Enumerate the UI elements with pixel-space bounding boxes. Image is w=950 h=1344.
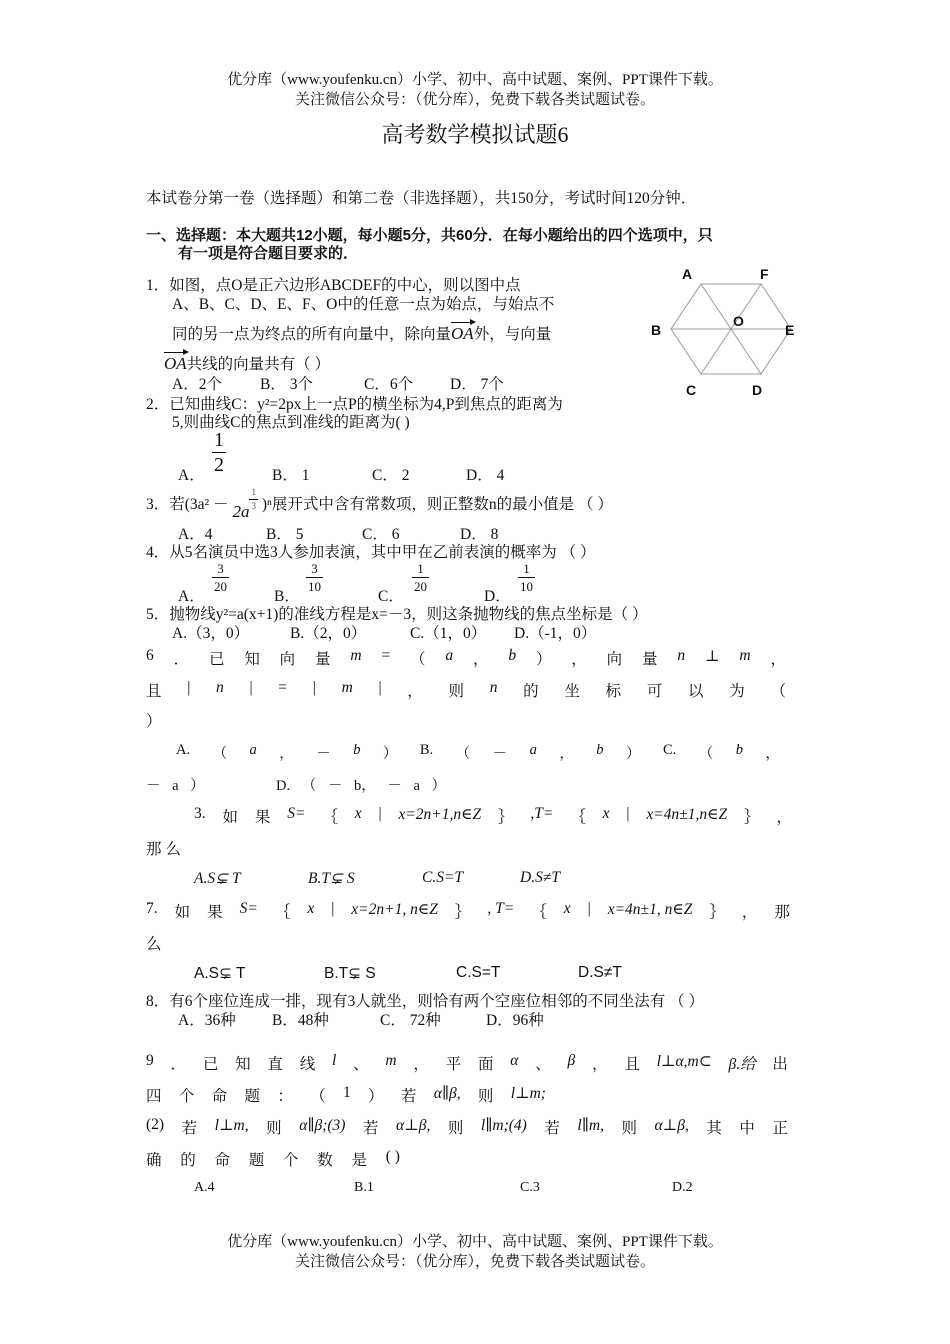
q6r1-token: ）	[535, 651, 552, 668]
q9r2-token: 命	[211, 1088, 228, 1105]
q9r2-token: （	[310, 1088, 326, 1105]
q7r1-token: ｛	[274, 904, 291, 921]
q6r2-token: |	[378, 679, 382, 696]
q6r2-token: |	[312, 679, 316, 696]
q6r1-token: 量	[642, 651, 658, 668]
q9r4-token: 的	[180, 1152, 196, 1169]
q2-line2: 5,则曲线C的焦点到准线的距离为( )	[172, 414, 410, 431]
q6r1-token: （	[410, 651, 426, 668]
fraction-1-10: $\frac{1}{10}$	[520, 561, 533, 594]
q5-option-c: C.（1，0）	[410, 625, 487, 642]
q9r1-token: 面	[477, 1056, 494, 1073]
q7-option-d: D.S≠T	[578, 964, 622, 981]
q1-option-c: C．6个	[364, 376, 414, 393]
q9r3-token: 其	[706, 1120, 722, 1137]
q6r1-token: =	[381, 647, 391, 664]
vertex-label-c: C	[686, 382, 697, 398]
q9r4-token: 题	[248, 1152, 265, 1169]
q6r1-token: ．	[173, 651, 190, 668]
q6r1-token: 6	[146, 647, 154, 664]
q7-option-c: C.S=T	[456, 964, 501, 981]
q9r3-token: 则	[621, 1120, 637, 1137]
q3-option-c: C． 6	[362, 526, 400, 543]
q6r2-token: 则	[448, 683, 465, 700]
vector-oa: OA	[451, 324, 474, 343]
q7r1-token: 那	[774, 904, 790, 921]
q6r1-token: a	[445, 647, 454, 664]
q9r3-token: 则	[447, 1120, 464, 1137]
q4-fraction-c	[412, 562, 429, 593]
q3b-option-d: D.S≠T	[520, 869, 560, 886]
q6r2-token: =	[278, 679, 288, 696]
q6r2-token: 为	[729, 683, 745, 700]
center-label-o: O	[733, 313, 744, 329]
q9r1-token: ．	[170, 1056, 187, 1073]
q9r2-token: 个	[178, 1088, 195, 1105]
q6r2-token: 且	[146, 683, 162, 700]
q6-row1	[146, 647, 786, 669]
q6r2-token: （	[770, 683, 786, 700]
fraction-1-20: $\frac{1}{20}$	[414, 561, 427, 594]
q3br1-token: ｛	[570, 809, 586, 826]
q6-option-row2a: － a ）	[146, 778, 205, 794]
q9r1-token: α	[510, 1052, 519, 1069]
q6r2-token: 坐	[564, 683, 580, 700]
q2-option-d: D． 4	[466, 467, 505, 484]
vertex-label-a: A	[682, 266, 693, 282]
q9-row1	[146, 1052, 788, 1074]
q6r1-token: ，	[472, 651, 489, 668]
q2-option-b: B． 1	[272, 467, 310, 484]
q1-option-d: D． 7个	[450, 376, 504, 393]
q6r2-token: |	[249, 679, 253, 696]
q9r3-token: α⊥β,	[654, 1117, 689, 1134]
q6-row3: ）	[146, 713, 162, 730]
q9r2-token: 若	[400, 1088, 417, 1105]
header-line-1: 优分库（www.youfenku.cn）小学、初中、高中试题、案例、PPT课件下载。	[227, 72, 723, 88]
q6r2-token: n	[216, 679, 224, 696]
q3br1-token: S=	[287, 805, 306, 822]
q9r1-token: 且	[624, 1056, 640, 1073]
footer-line-2: 关注微信公众号：（优分库），免费下载各类试题试卷。	[294, 1254, 655, 1270]
q4-option-a: A．	[178, 588, 205, 605]
q7r1-token: x=2n+1, n∈Z	[351, 901, 438, 918]
q9-option-c: C.3	[520, 1180, 540, 1195]
q9r1-token: 出	[772, 1056, 788, 1073]
q9r3-token: 若	[362, 1120, 379, 1137]
q6-option-row1	[176, 742, 780, 763]
q9r1-token: 、	[353, 1056, 369, 1073]
q9r3-token: l∥m;(4)	[480, 1117, 527, 1134]
hexagon-diagram	[640, 262, 810, 402]
q3br1-token: |	[626, 805, 630, 822]
q9r4-token: ( )	[385, 1148, 400, 1165]
q3br1-token: 果	[254, 809, 271, 826]
q9r2-token: 1	[342, 1084, 351, 1101]
q9-row3	[146, 1116, 788, 1138]
q4-line1: 4．从5名演员中选3人参加表演，其中甲在乙前表演的概率为 （ ）	[146, 544, 596, 561]
q9r4-token: 命	[214, 1152, 231, 1169]
q5-option-b: B.（2，0）	[290, 625, 367, 642]
header-line-2: 关注微信公众号：（优分库），免费下载各类试题试卷。	[294, 92, 655, 108]
q9r1-token: l	[332, 1052, 337, 1069]
q1-line1: 1．如图，点O是正六边形ABCDEF的中心，则以图中点	[146, 277, 521, 294]
q9r2-token: ）	[368, 1088, 384, 1105]
q6o1-token: （	[698, 746, 714, 762]
q6r2-token: n	[489, 679, 498, 696]
q3br1-token: |	[378, 805, 382, 822]
vertex-label-f: F	[760, 266, 769, 282]
q9-option-a: A.4	[194, 1180, 215, 1195]
q9r2-token: ：	[277, 1088, 293, 1105]
q3br1-token: ,T=	[530, 805, 554, 822]
q9r2-token: 四	[146, 1088, 162, 1105]
q8-option-a: A．36种	[178, 1012, 236, 1029]
q4-option-c: C．	[378, 588, 404, 605]
q6r2-token: |	[187, 679, 191, 696]
q6-row2	[146, 679, 786, 701]
q9r3-token: l⊥m,	[214, 1117, 249, 1134]
q9r3-token: 若	[544, 1120, 560, 1137]
q9r1-token: 直	[267, 1056, 283, 1073]
q1-line4	[164, 352, 330, 374]
q6r2-token: 的	[523, 683, 539, 700]
q1-line3-a: 同的另一点为终点的所有向量中，除向量	[172, 326, 452, 343]
q9r1-token: 9	[146, 1052, 154, 1069]
q9r1-token: 平	[445, 1056, 462, 1073]
footer-line-1: 优分库（www.youfenku.cn）小学、初中、高中试题、案例、PPT课件下载。	[227, 1234, 723, 1250]
q6o1-token: （	[455, 746, 471, 762]
q3b-option-a: A.S⊊ T	[194, 870, 241, 887]
q8-line1: 8．有6个座位连成一排，现有3人就坐，则恰有两个空座位相邻的不同坐法有 （ ）	[146, 993, 705, 1010]
q9r3-token: 正	[772, 1120, 788, 1137]
q9r1-token: 知	[235, 1056, 251, 1073]
q6r2-token: ，	[407, 683, 423, 700]
q3br1-token: ｝	[744, 809, 760, 826]
q9r3-token: 若	[181, 1120, 198, 1137]
q7r1-token: 7.	[146, 900, 158, 917]
q4-option-b: B．	[274, 588, 300, 605]
q3-option-a: A．4	[178, 526, 213, 543]
q4-fraction-d	[518, 562, 535, 593]
q6o1-token: b	[735, 742, 743, 758]
q2-option-a: A．	[178, 467, 205, 484]
fraction-one-half: $\frac{1}{2}$	[214, 429, 224, 476]
q3-line1	[146, 486, 613, 521]
q6r1-token: 知	[244, 651, 260, 668]
q6o1-token: B.	[419, 742, 434, 758]
q2-line1: 2．已知曲线C：y²=2px上一点P的横坐标为4,P到焦点的距离为	[146, 396, 563, 413]
q6o1-token: C.	[662, 742, 677, 758]
q9r3-token: l∥m,	[577, 1117, 604, 1134]
q7r1-token: 如	[174, 904, 191, 921]
q6o1-token: b	[353, 742, 361, 758]
q3br1-token: 如	[222, 809, 238, 826]
q5-option-d: D.（-1，0）	[514, 625, 597, 642]
q3-postfix: )ⁿ展开式中含有常数项，则正整数n的最小值是 （ ）	[261, 496, 613, 513]
fraction-3-20: $\frac{3}{20}$	[214, 561, 227, 594]
q9-row4	[146, 1148, 400, 1170]
q6r1-token: 向	[606, 651, 623, 668]
q9r1-token: ，	[592, 1056, 608, 1073]
q7r1-token: ｛	[531, 904, 547, 921]
q5-line1: 5．抛物线y²=a(x+1)的准线方程是x=－3，则这条抛物线的焦点坐标是（ ）	[146, 606, 648, 623]
q6r2-token: 可	[646, 683, 663, 700]
q3b-option-b: B.T⊊ S	[308, 870, 355, 887]
q6r2-token: m	[341, 679, 353, 696]
q7-row1	[146, 900, 790, 922]
q9r4-token: 确	[146, 1152, 162, 1169]
vector-oa-2: OA	[164, 354, 187, 373]
q6r1-token: n	[677, 647, 686, 664]
q7r1-token: x	[307, 900, 315, 917]
intro-text: 本试卷分第一卷（选择题）和第二卷（非选择题），共150分，考试时间120分钟．	[146, 190, 697, 207]
q1-option-a: A．2个	[172, 376, 222, 393]
q7r1-token: |	[587, 900, 591, 917]
q3br1-token: ，	[776, 809, 792, 826]
q6r2-token: 标	[605, 683, 622, 700]
q3br1-token: x	[354, 805, 362, 822]
q9-option-d: D.2	[672, 1180, 693, 1195]
q9r3-token: α∥β;(3)	[299, 1117, 346, 1134]
q6o1-token: （	[212, 746, 228, 762]
q9r4-token: 个	[283, 1152, 299, 1169]
q9r4-token: 是	[351, 1152, 368, 1169]
q9r1-token: l⊥α,m⊂	[656, 1053, 712, 1070]
q8-option-c: C． 72种	[380, 1012, 441, 1029]
q3-option-d: D． 8	[460, 526, 499, 543]
q4-fraction-b	[306, 562, 323, 593]
q6r1-token: b	[508, 647, 517, 664]
q9r4-token: 数	[317, 1152, 333, 1169]
q9r2-token: 题	[244, 1088, 260, 1105]
q9r1-token: ，	[413, 1056, 429, 1073]
q9r1-token: β.给	[728, 1056, 756, 1073]
q9r2-token: 则	[477, 1088, 494, 1105]
q9r1-token: 线	[299, 1056, 316, 1073]
q1-line3-b: 外，与向量	[473, 326, 552, 343]
q3-coef: 2a	[232, 502, 250, 521]
q9r3-token: (2)	[146, 1116, 165, 1133]
q8-option-b: B．48种	[272, 1012, 329, 1029]
q3br1-token: ｛	[322, 809, 338, 826]
q3-option-b: B． 5	[266, 526, 304, 543]
q5-option-a: A.（3，0）	[172, 625, 250, 642]
q2-option-c: C． 2	[372, 467, 410, 484]
q9r2-token: α∥β,	[433, 1085, 461, 1102]
q9r1-token: 、	[535, 1056, 551, 1073]
q7r1-token: |	[331, 900, 335, 917]
q1-option-b: B． 3个	[260, 376, 313, 393]
q6o1-token: －	[492, 746, 508, 762]
q3-exponent: $\frac{1}{3}$	[251, 486, 256, 511]
q9r3-token: 中	[739, 1120, 755, 1137]
q7r1-token: ｝	[709, 904, 725, 921]
q6o1-token: ，	[765, 746, 780, 762]
q3br1-token: x=4n±1,n∈Z	[646, 806, 728, 823]
q3br1-token: 3.	[194, 805, 206, 822]
q2-fraction-a	[212, 430, 226, 475]
q3b-option-c: C.S=T	[422, 869, 464, 886]
q9-row2	[146, 1084, 546, 1106]
vertex-label-d: D	[752, 382, 763, 398]
q9r1-token: m	[385, 1052, 397, 1069]
q6o1-token: b	[596, 742, 604, 758]
q6r1-token: ，	[770, 651, 786, 668]
page-title: 高考数学模拟试题6	[381, 122, 569, 147]
vertex-label-b: B	[651, 322, 662, 338]
q6o1-token: －	[316, 746, 331, 762]
q6-option-row2b: D. （ － b， － a ）	[276, 778, 447, 794]
q7r1-token: ｝	[454, 904, 471, 921]
section1-heading-line1: 一、选择题：本大题共12小题，每小题5分，共60分．在每小题给出的四个选项中，只	[146, 227, 713, 244]
q7-row2: 么	[146, 936, 162, 953]
q6r1-token: m	[739, 647, 751, 664]
q6o1-token: ）	[626, 746, 641, 762]
q6r1-token: 向	[279, 651, 296, 668]
q7-option-a: A.S⊊ T	[194, 965, 246, 982]
q9r3-token: 则	[266, 1120, 282, 1137]
q1-line3	[172, 322, 551, 344]
q6o1-token: A.	[176, 742, 191, 758]
q8-option-d: D．96种	[486, 1012, 544, 1029]
q6o1-token: ，	[559, 746, 574, 762]
section1-heading-line2: 有一项是符合题目要求的．	[178, 245, 359, 262]
q6o1-token: a	[529, 742, 537, 758]
q1-line4-text: 共线的向量共有（ ）	[186, 356, 331, 373]
q6r1-token: 已	[208, 651, 225, 668]
q7r1-token: 果	[207, 904, 223, 921]
q3br1-token: ｝	[498, 809, 514, 826]
q6o1-token: ）	[382, 746, 398, 762]
q7r1-token: S=	[239, 900, 258, 917]
q7r1-token: x	[563, 900, 571, 917]
q6r1-token: ，	[571, 651, 587, 668]
q3b-row1	[194, 805, 792, 827]
q6o1-token: a	[249, 742, 257, 758]
q7r1-token: ，	[741, 904, 758, 921]
q3br1-token: x	[602, 805, 610, 822]
q7-option-b: B.T⊊ S	[324, 965, 376, 982]
fraction-3-10: $\frac{3}{10}$	[308, 561, 321, 594]
q9r1-token: β	[567, 1052, 576, 1069]
q9r1-token: 已	[202, 1056, 219, 1073]
q6r1-token: ⊥	[704, 648, 720, 665]
q6o1-token: ，	[279, 746, 294, 762]
q4-option-d: D．	[484, 588, 511, 605]
q6r2-token: 以	[688, 683, 704, 700]
q4-fraction-a	[212, 562, 229, 593]
q3-prefix: 3．若(3a² －	[146, 496, 229, 513]
q3b-row2: 那 么	[146, 841, 181, 858]
q9-option-b: B.1	[354, 1180, 374, 1195]
q7r1-token: x=4n±1, n∈Z	[607, 901, 693, 918]
q3br1-token: x=2n+1,n∈Z	[398, 806, 482, 823]
q6r1-token: m	[350, 647, 362, 664]
q7r1-token: , T=	[487, 900, 515, 917]
q9r3-token: α⊥β,	[396, 1117, 431, 1134]
q1-line2: A、B、C、D、E、F、O中的任意一点为始点，与始点不	[172, 296, 555, 313]
vertex-label-e: E	[785, 322, 795, 338]
q9r2-token: l⊥m;	[510, 1085, 546, 1102]
q6r1-token: 量	[315, 651, 331, 668]
